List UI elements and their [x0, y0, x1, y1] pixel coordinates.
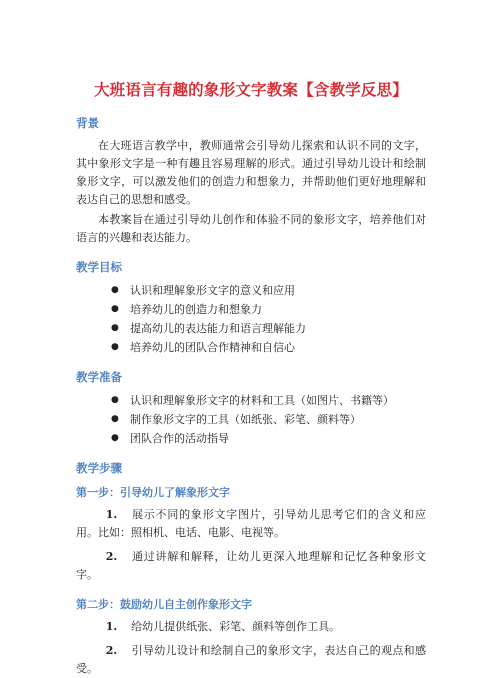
list-item [76, 429, 426, 448]
background-paragraph: 本教案旨在通过引导幼儿创作和体验不同的象形文字，培养他们对语言的兴趣和表达能力。 [76, 213, 426, 244]
background-paragraph: 在大班语言教学中，教师通常会引导幼儿探索和认识不同的文字，其中象形文字是一种有趣且容易理解的形式。通过引导幼儿设计和绘制象形文字，可以激发他们的创造力和想象力，并帮助他们更好地理解和表达自己的思想和感受。 [76, 139, 426, 206]
bullet-icon: ● [111, 342, 119, 352]
list-item-text: 认识和理解象形文字的意义和应用 [130, 284, 295, 297]
numbered-item [76, 548, 426, 584]
step-heading: 第二步：鼓励幼儿自主创作象形文字 [76, 598, 252, 611]
list-item-text: 培养幼儿的创造力和想象力 [130, 303, 262, 316]
list-item-text: 团队合作的活动指导 [130, 432, 229, 445]
bullet-icon: ● [111, 285, 119, 295]
section-heading-background: 背景 [76, 116, 99, 130]
numbered-item [76, 618, 426, 636]
document-title: 大班语言有趣的象形文字教案【含教学反思】 [93, 80, 408, 99]
list-item [76, 391, 426, 410]
step-heading: 第一步：引导幼儿了解象形文字 [76, 486, 230, 499]
goals-list [76, 281, 426, 357]
item-number: 2. [105, 550, 118, 563]
item-number: 2. [105, 644, 118, 657]
bullet-icon: ● [111, 323, 119, 333]
list-item [76, 300, 426, 319]
section-heading-steps: 教学步骤 [76, 461, 122, 475]
list-item [76, 281, 426, 300]
item-text: 展示不同的象形文字图片，引导幼儿思考它们的含义和应用。比如：照相机、电话、电影、电视等。 [76, 508, 426, 539]
bullet-icon: ● [111, 433, 119, 443]
list-item [76, 410, 426, 429]
list-item-text: 培养幼儿的团队合作精神和自信心 [130, 341, 295, 354]
list-item-text: 认识和理解象形文字的材料和工具（如图片、书籍等） [130, 394, 394, 407]
list-item [76, 338, 426, 357]
list-item-text: 制作象形文字的工具（如纸张、彩笔、颜料等） [130, 413, 361, 426]
item-number: 1. [105, 508, 118, 521]
item-text: 给幼儿提供纸张、彩笔、颜料等创作工具。 [131, 620, 341, 633]
item-text: 通过讲解和解释，让幼儿更深入地理解和记忆各种象形文字。 [76, 550, 426, 581]
item-number: 1. [105, 620, 118, 633]
bullet-icon: ● [111, 304, 119, 314]
list-item-text: 提高幼儿的表达能力和语言理解能力 [130, 322, 306, 335]
bullet-icon: ● [111, 395, 119, 405]
numbered-item [76, 506, 426, 542]
section-heading-goals: 教学目标 [76, 260, 122, 274]
item-text: 引导幼儿设计和绘制自己的象形文字，表达自己的观点和感受。 [76, 644, 426, 675]
numbered-item [76, 642, 426, 678]
section-heading-prep: 教学准备 [76, 370, 122, 384]
prep-list [76, 391, 426, 448]
bullet-icon: ● [111, 414, 119, 424]
list-item [76, 319, 426, 338]
